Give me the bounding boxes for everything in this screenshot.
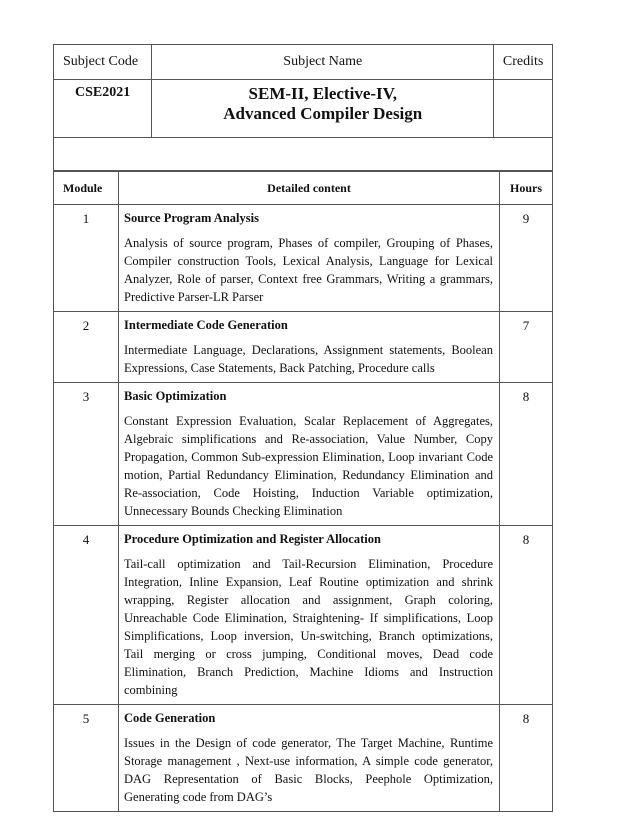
module-hours: 7 xyxy=(500,312,553,383)
module-number: 1 xyxy=(54,205,119,312)
module-description: Tail-call optimization and Tail-Recursion Elimination, Procedure Integration, Inline Expansion, Leaf Routine optimization and shrink wrapping, Register allocation and assignment, Graph coloring, Unreachable Code Elimination, Straightening- If simplifications, Loop Simplifications, Loop inversion, Un-switching, Branch optimizations, Tail merging or cross jumping, Conditional moves, Dead code Elimination, Branch Prediction, Machine Idioms and Instruction combining xyxy=(124,557,493,697)
credits-header: Credits xyxy=(494,45,553,80)
module-description: Issues in the Design of code generator, The Target Machine, Runtime Storage management , Next-use information, A simple code generator, DAG Representation of Basic Blocks, Peephole Optimization, Generating code from DAG’s xyxy=(124,736,493,804)
subject-code-header: Subject Code xyxy=(54,45,152,80)
subject-info-table xyxy=(53,44,553,171)
module-description: Intermediate Language, Declarations, Assignment statements, Boolean Expressions, Case Statements, Back Patching, Procedure calls xyxy=(124,343,493,375)
module-row xyxy=(54,705,553,812)
module-row xyxy=(54,205,553,312)
module-number: 2 xyxy=(54,312,119,383)
subject-name-header: Subject Name xyxy=(152,45,494,80)
module-title: Intermediate Code Generation xyxy=(124,318,288,332)
module-number: 3 xyxy=(54,383,119,526)
module-row xyxy=(54,383,553,526)
module-header-row xyxy=(54,172,553,205)
module-header: Module xyxy=(54,172,119,205)
module-hours: 8 xyxy=(500,526,553,705)
module-title: Code Generation xyxy=(124,711,216,725)
module-title: Procedure Optimization and Register Allocation xyxy=(124,532,381,546)
module-hours: 8 xyxy=(500,705,553,812)
module-content xyxy=(119,526,500,705)
empty-cell xyxy=(54,138,553,171)
module-content xyxy=(119,205,500,312)
module-hours: 8 xyxy=(500,383,553,526)
subject-name xyxy=(152,80,494,138)
module-content xyxy=(119,312,500,383)
module-row xyxy=(54,526,553,705)
module-title: Source Program Analysis xyxy=(124,211,259,225)
subject-header-row xyxy=(54,45,553,80)
module-row xyxy=(54,312,553,383)
subject-name-line2: Advanced Compiler Design xyxy=(223,104,423,123)
credits-value xyxy=(494,80,553,138)
subject-code: CSE2021 xyxy=(54,80,152,138)
module-title: Basic Optimization xyxy=(124,389,227,403)
module-description: Analysis of source program, Phases of compiler, Grouping of Phases, Compiler construction Tools, Lexical Analysis, Language for Lexical Analyzer, Role of parser, Context free Grammars, Writing a grammars, Predictive Parser-LR Parser xyxy=(124,236,493,304)
module-content-table xyxy=(53,171,553,812)
module-number: 5 xyxy=(54,705,119,812)
hours-header: Hours xyxy=(500,172,553,205)
module-content xyxy=(119,383,500,526)
subject-value-row xyxy=(54,80,553,138)
module-description: Constant Expression Evaluation, Scalar Replacement of Aggregates, Algebraic simplifications and Re-association, Value Number, Copy Propagation, Common Sub-expression Elimination, Loop invariant Code motion, Partial Redundancy Elimination, Redundancy Elimination and Re-association, Code Hoisting, Induction Variable optimization, Unnecessary Bounds Checking Elimination xyxy=(124,414,493,518)
module-hours: 9 xyxy=(500,205,553,312)
module-number: 4 xyxy=(54,526,119,705)
subject-name-line1: SEM-II, Elective-IV, xyxy=(248,84,397,103)
subject-empty-row xyxy=(54,138,553,171)
content-header: Detailed content xyxy=(119,172,500,205)
module-content xyxy=(119,705,500,812)
